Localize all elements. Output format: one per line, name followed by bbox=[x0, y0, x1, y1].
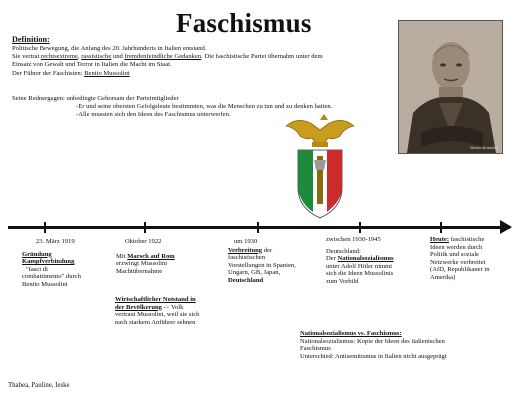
mussolini-portrait bbox=[398, 20, 503, 154]
event-title: Heute: faschistische bbox=[430, 236, 485, 243]
comparison-box bbox=[300, 330, 490, 360]
event-text: Politik und soziale bbox=[430, 251, 480, 259]
event-text: nach starkem Anführer sehnen bbox=[115, 318, 196, 326]
timeline-bar bbox=[8, 226, 510, 229]
timeline-event-1930-1945 bbox=[326, 236, 418, 286]
fascist-emblem bbox=[284, 112, 356, 220]
event-text: Machtübernahme bbox=[116, 267, 163, 275]
event-title: Gründung bbox=[22, 250, 52, 258]
event-text: zum Vorbild bbox=[326, 277, 359, 285]
event-text: Amerika) bbox=[430, 273, 456, 281]
event-text: Benito Mussolini bbox=[22, 280, 68, 288]
event-title: Kampfverbindung bbox=[22, 258, 75, 266]
event-text: Netzwerke verbreitet bbox=[430, 258, 486, 266]
event-text: vertraut Mussolini, weil sie sich bbox=[115, 311, 200, 319]
comparison-text: Faschismus bbox=[300, 345, 331, 353]
comparison-text: Unterschied: Antisemitismus in Italien nicht ausgeprägt bbox=[300, 352, 447, 360]
event-date: Oktober 1922 bbox=[125, 238, 162, 245]
definition-heading: Definition: bbox=[12, 35, 50, 44]
timeline-event-1922 bbox=[116, 238, 208, 275]
event-text: Deutschland bbox=[228, 276, 264, 284]
event-text: faschistischen bbox=[228, 254, 265, 262]
definition-line-4: Der Führer der Faschisten: Benito Mussolini bbox=[12, 69, 130, 77]
definition-text bbox=[12, 45, 407, 78]
event-title: Verbreitung der bbox=[228, 246, 273, 254]
timeline-event-notstand bbox=[115, 296, 241, 326]
event-date: zwischen 1930-1945 bbox=[326, 236, 381, 243]
eagle-icon bbox=[286, 114, 354, 147]
event-text: (AfD, Republikaner in bbox=[430, 266, 490, 274]
timeline-arrow-icon bbox=[500, 220, 512, 234]
timeline-event-heute bbox=[430, 236, 514, 282]
definition-line-2: Sie vertrat rechtsextreme, rassistische und fremdenfeindliche Gedanken. Die faschistische Partei übernahm unter dem bbox=[12, 53, 323, 61]
ideology-line-2: -Er und seine obersten Gefolgsleute bestimmten, was die Menschen zu tun und zu denken hatten. bbox=[76, 103, 333, 111]
event-text: Deutschland: bbox=[326, 247, 361, 255]
event-text: Vorstellungen in Spanien, bbox=[228, 261, 296, 269]
event-title: Wirtschaftlicher Notstand in bbox=[115, 296, 196, 303]
event-title: Mit Marsch auf Rom bbox=[116, 252, 175, 260]
comparison-text: Nationalsozialismus: Kopie der Ideen des italienischen bbox=[300, 337, 445, 345]
timeline-tick bbox=[257, 222, 259, 233]
timeline-tick bbox=[44, 222, 46, 233]
event-date: um 1930 bbox=[234, 238, 258, 245]
portrait-figure bbox=[399, 21, 502, 153]
event-title: Der Nationalsozialismus bbox=[326, 255, 394, 263]
event-text: erzwingt Mussolini bbox=[116, 260, 168, 268]
event-text: unter Adolf Hitler nimmt bbox=[326, 262, 393, 270]
event-text: sich die Ideen Mussolinis bbox=[326, 270, 394, 278]
event-text: Ungarn, GB, Japan, bbox=[228, 269, 281, 277]
timeline-event-1919 bbox=[22, 238, 112, 289]
event-date: 23. März 1919 bbox=[36, 238, 75, 245]
timeline-event-1930 bbox=[228, 238, 318, 285]
event-text: combattimento" durch bbox=[22, 273, 81, 281]
event-text: Ideen werden durch bbox=[430, 243, 483, 251]
authors-signature: Thabea, Pauline, Ieske bbox=[8, 382, 70, 389]
ideology-line-1: Seine Rednergagen: unbedingte Gehorsam der Parteimitglieder bbox=[12, 95, 179, 102]
comparison-heading: Nationalsozialismus vs. Faschismus: bbox=[300, 330, 402, 337]
page-title: Faschismus bbox=[176, 8, 312, 38]
italian-shield bbox=[298, 150, 342, 218]
definition-line-3: Einsatz von Gewalt und Terror in Italien die Macht im Staat. bbox=[12, 61, 172, 69]
ideology-line-3: -Alle mussten sich den Ideen des Faschismus unterwerfen. bbox=[76, 111, 231, 119]
timeline-tick bbox=[144, 222, 146, 233]
definition-line-1: Politische Bewegung, die Anfang des 20. Jahrhunderts in Italien entstand. bbox=[12, 45, 207, 52]
timeline-tick bbox=[440, 222, 442, 233]
event-text: "fasci di bbox=[26, 265, 48, 273]
timeline-tick bbox=[359, 222, 361, 233]
portrait-caption: Benito Mussolini bbox=[470, 146, 498, 150]
event-title: der Bevölkerung -> Volk bbox=[115, 303, 184, 311]
